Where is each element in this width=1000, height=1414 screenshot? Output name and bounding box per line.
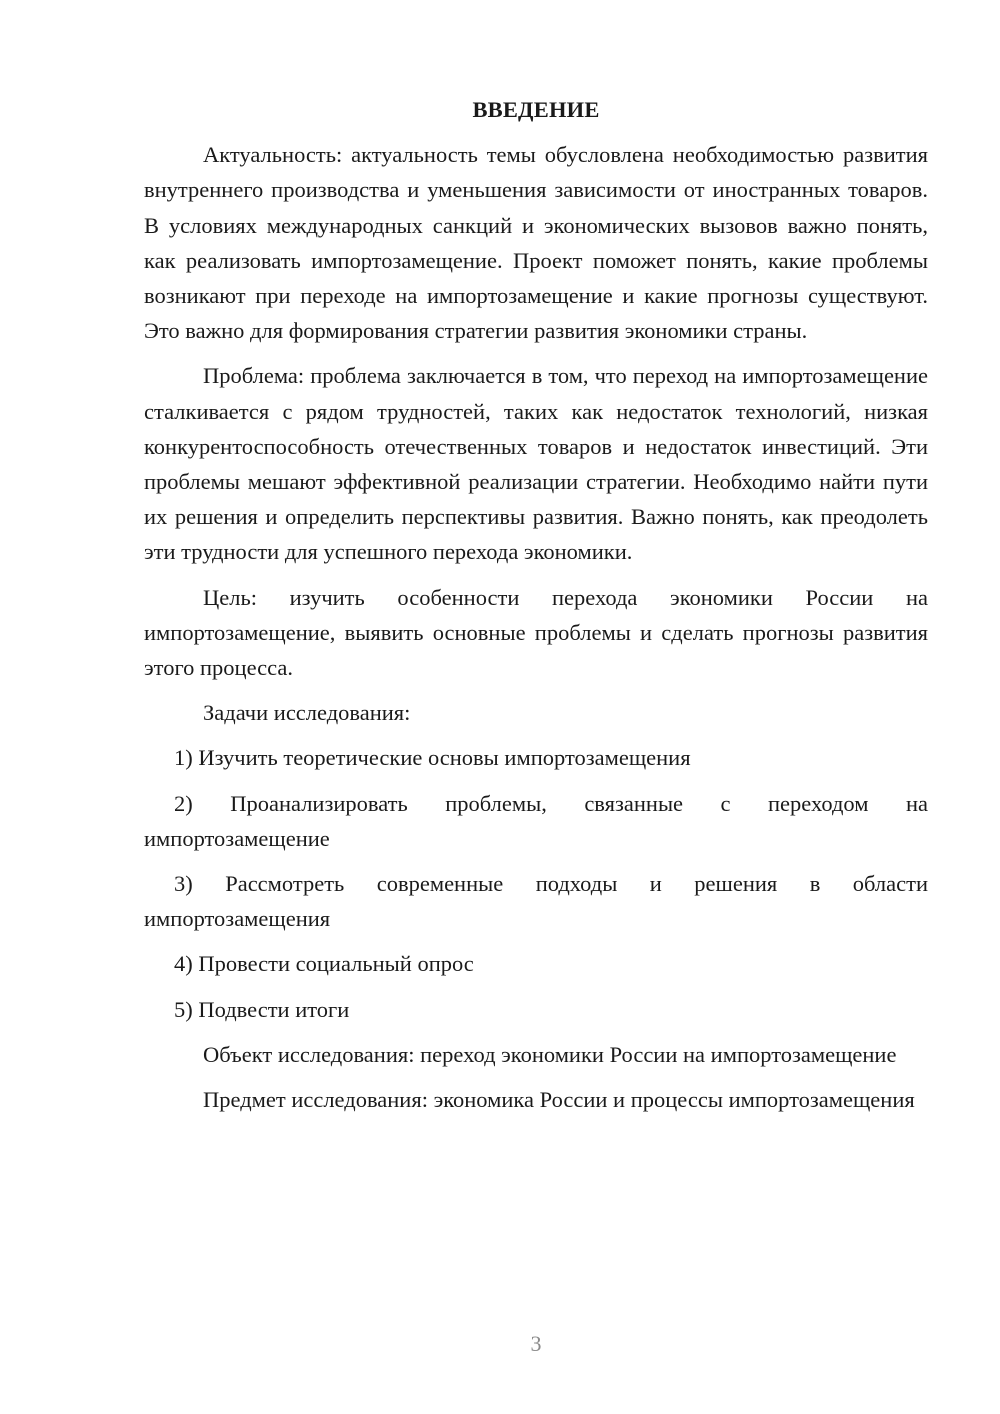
page-content <box>144 92 928 1127</box>
research-subject-paragraph: Предмет исследования: экономика России и процессы импортозамещения <box>203 1087 915 1113</box>
relevance-paragraph: Актуальность: актуальность темы обусловлена необходимостью развития внутреннего производства и уменьшения зависимости от иностранных товаров. В условиях международных санкций и экономических вызовов важно понять, как реализовать импортозамещение. Проект поможет понять, какие проблемы возникают при переходе на импортозамещение и какие прогнозы существуют. Это важно для формирования стратегии развития экономики страны. <box>144 142 928 344</box>
goal-paragraph: Цель: изучить особенности перехода экономики России на импортозамещение, выявить основные проблемы и сделать прогнозы развития этого процесса. <box>144 584 928 681</box>
problem-paragraph: Проблема: проблема заключается в том, что переход на импортозамещение сталкивается с рядом трудностей, таких как недостаток технологий, низкая конкурентоспособность отечественных товаров и недостаток инвестиций. Эти проблемы мешают эффективной реализации стратегии. Необходимо найти пути их решения и определить перспективы развития. Важно понять, как преодолеть эти трудности для успешного перехода экономики. <box>144 363 928 565</box>
page-number: 3 <box>530 1331 542 1356</box>
task-item: 4) Провести социальный опрос <box>174 951 474 977</box>
task-item: 3) Рассмотреть современные подходы и решения в области импортозамещения <box>144 871 928 932</box>
tasks-intro: Задачи исследования: <box>203 700 411 726</box>
task-item: 1) Изучить теоретические основы импортозамещения <box>174 745 691 771</box>
section-heading: ВВЕДЕНИЕ <box>472 97 600 122</box>
task-item: 2) Проанализировать проблемы, связанные с переходом на импортозамещение <box>144 790 928 851</box>
task-item: 5) Подвести итоги <box>174 996 350 1022</box>
research-object-paragraph: Объект исследования: переход экономики России на импортозамещение <box>203 1041 897 1067</box>
